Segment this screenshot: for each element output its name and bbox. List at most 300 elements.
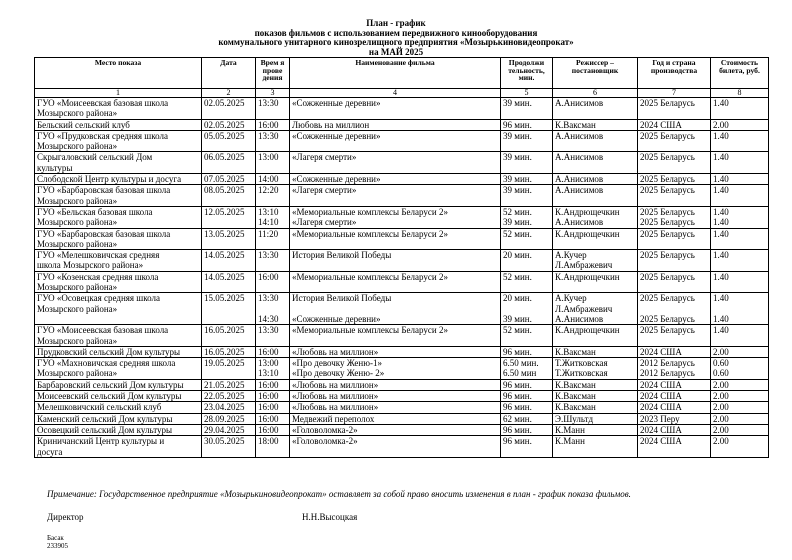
cell-price (711, 250, 769, 272)
cell-date: 12.05.2025 (202, 206, 256, 228)
cell-film (290, 436, 501, 458)
price-line: 1.40 (713, 228, 729, 239)
time-line: 16:00 (258, 402, 279, 413)
cell-director (553, 436, 638, 458)
time-line: 13:30 (258, 293, 279, 304)
director-line: Т.Житковская (555, 358, 608, 369)
place-line: ГУО «Осовецкая средняя школа (37, 293, 161, 304)
cell-time (256, 379, 290, 390)
film-line: «Про девочку Женю-1» (292, 358, 382, 369)
cell-film (290, 391, 501, 402)
cell-year (638, 271, 711, 293)
cell-film (290, 293, 501, 325)
schedule-table (34, 57, 769, 458)
cell-date: 16.05.2025 (202, 346, 256, 357)
film-line: Медвежий переполох (292, 413, 375, 424)
film-line: «Любовь на миллион» (292, 346, 379, 357)
cell-price (711, 346, 769, 357)
cell-time (256, 174, 290, 185)
time-line: 14:10 (258, 217, 279, 228)
column-number: 1 (35, 89, 202, 98)
author-name: Басак (47, 534, 64, 542)
table-row (35, 424, 769, 435)
cell-duration (501, 271, 553, 293)
column-header: Режиссер – постановщик (553, 58, 638, 89)
price-line: 1.40 (713, 217, 729, 228)
table-row (35, 152, 769, 174)
cell-director (553, 130, 638, 152)
cell-date: 29.04.2025 (202, 424, 256, 435)
cell-director (553, 271, 638, 293)
cell-duration (501, 436, 553, 458)
time-line: 12:20 (258, 185, 279, 196)
footnote: Примечание: Государственное предприятие «Мозырькиновидеопрокат» оставляет за собой право вносить изменения в план - график показа фильмов. (47, 489, 631, 499)
director-line: А.Анисимов (555, 313, 604, 324)
place-line: ГУО «Бельская базовая школа (37, 206, 153, 217)
cell-film (290, 228, 501, 250)
cell-year (638, 250, 711, 272)
column-header: Врем я прове дения (256, 58, 290, 89)
cell-year (638, 346, 711, 357)
time-line (258, 304, 287, 314)
cell-film (290, 152, 501, 174)
film-line: «Любовь на миллион» (292, 379, 379, 390)
time-line: 13:30 (258, 250, 279, 261)
place-line: ГУО «Моисеевская базовая школа (37, 98, 169, 108)
film-line: «Мемориальные комплексы Беларуси 2» (292, 228, 448, 239)
year-line (640, 304, 708, 314)
film-line: «Мемориальные комплексы Беларуси 2» (292, 206, 448, 217)
duration-line: 52 мин. (503, 271, 532, 282)
director-line: К.Ваксман (555, 346, 596, 357)
cell-price (711, 119, 769, 130)
document-header (0, 19, 792, 57)
header-month: на МАЙ 2025 (368, 46, 424, 57)
place-line: ГУО «Моисеевская базовая школа (37, 325, 169, 336)
column-header: Место показа (35, 58, 202, 89)
price-line: 1.40 (713, 130, 729, 141)
place-line: Мозырского района» (37, 238, 118, 249)
cell-time (256, 98, 290, 120)
cell-price (711, 424, 769, 435)
table-row (35, 413, 769, 424)
place-line: Мелешковичский сельский клуб (37, 402, 162, 413)
cell-time (256, 152, 290, 174)
director-line: К.Ваксман (555, 379, 596, 390)
year-line: 2025 Беларусь (640, 313, 695, 324)
cell-film (290, 379, 501, 390)
price-line: 0.60 (713, 368, 729, 379)
cell-date: 21.05.2025 (202, 379, 256, 390)
cell-date: 22.05.2025 (202, 391, 256, 402)
price-line: 1.40 (713, 98, 729, 108)
table-row (35, 346, 769, 357)
table-row (35, 379, 769, 390)
cell-place (35, 293, 202, 325)
film-line: «Лагеря смерти» (292, 185, 357, 196)
cell-duration (501, 293, 553, 325)
cell-duration (501, 119, 553, 130)
cell-price (711, 206, 769, 228)
director-line: К.Ваксман (555, 119, 596, 130)
cell-duration (501, 325, 553, 347)
duration-line: 39 мин. (503, 98, 532, 108)
duration-line: 52 мин. (503, 206, 532, 217)
duration-line: 20 мин. (503, 293, 532, 304)
film-line: «Сожженные деревни» (292, 174, 381, 185)
table-row (35, 228, 769, 250)
duration-line: 39 мин. (503, 313, 532, 324)
price-line: 1.40 (713, 174, 729, 185)
time-line: 13:10 (258, 368, 279, 379)
year-line: 2024 США (640, 379, 682, 390)
film-line: «Головоломка-2» (292, 436, 358, 447)
cell-time (256, 250, 290, 272)
director-line: К.Андрющечкин (555, 228, 620, 239)
director-line: К.Андрющечкин (555, 206, 620, 217)
cell-year (638, 402, 711, 413)
cell-film (290, 250, 501, 272)
header-subtitle-2: коммунального унитарного кинозрелищного предприятия «Мозырькиновидеопрокат» (218, 37, 574, 48)
table-row (35, 119, 769, 130)
cell-date: 28.09.2025 (202, 413, 256, 424)
cell-year (638, 325, 711, 347)
cell-director (553, 250, 638, 272)
place-line: Слободской Центр культуры и досуга (37, 174, 182, 185)
year-line: 2012 Беларусь (640, 368, 695, 379)
table-row (35, 130, 769, 152)
place-line: ГУО «Барбаровская базовая школа (37, 228, 171, 239)
cell-date: 07.05.2025 (202, 174, 256, 185)
director-line: К.Андрющечкин (555, 271, 620, 282)
cell-director (553, 206, 638, 228)
price-line: 0.60 (713, 358, 729, 369)
cell-year (638, 174, 711, 185)
column-number: 6 (553, 89, 638, 98)
year-line: 2025 Беларусь (640, 206, 695, 217)
film-line: «Лагеря смерти» (292, 217, 357, 228)
cell-year (638, 228, 711, 250)
cell-place (35, 130, 202, 152)
film-line: «Сожженные деревни» (292, 98, 381, 108)
director-line: К.Андрющечкин (555, 325, 620, 336)
film-line: История Великой Победы (292, 293, 392, 304)
place-line: Скрыгаловский сельский Дом (37, 152, 153, 163)
director-line: А.Анисимов (555, 98, 604, 108)
cell-place (35, 185, 202, 207)
place-line: ГУО «Барбаровская базовая школа (37, 185, 171, 196)
cell-place (35, 271, 202, 293)
cell-duration (501, 152, 553, 174)
cell-film (290, 98, 501, 120)
price-line: 1.40 (713, 206, 729, 217)
table-row (35, 98, 769, 120)
price-line: 1.40 (713, 185, 729, 196)
director-line: К.Ваксман (555, 402, 596, 413)
cell-date: 23.04.2025 (202, 402, 256, 413)
year-line: 2024 США (640, 436, 682, 447)
cell-director (553, 228, 638, 250)
cell-place (35, 346, 202, 357)
cell-duration (501, 402, 553, 413)
place-line: досуга (37, 446, 63, 457)
time-line: 13:30 (258, 325, 279, 336)
place-line: Барбаровский сельский Дом культуры (37, 379, 184, 390)
director-line: А.Кучер (555, 293, 587, 304)
duration-line: 39 мин. (503, 152, 532, 163)
place-line: Мозырского района» (37, 368, 118, 379)
film-line: «Любовь на миллион» (292, 391, 379, 402)
duration-line: 39 мин. (503, 217, 532, 228)
cell-place (35, 98, 202, 120)
place-line: Мозырского района» (37, 217, 118, 228)
year-line: 2025 Беларусь (640, 174, 695, 185)
cell-year (638, 424, 711, 435)
cell-place (35, 424, 202, 435)
year-line: 2025 Беларусь (640, 130, 695, 141)
cell-duration (501, 358, 553, 380)
year-line: 2023 Перу (640, 413, 680, 424)
cell-date: 30.05.2025 (202, 436, 256, 458)
table-row (35, 293, 769, 325)
time-line: 13:00 (258, 358, 279, 369)
year-line: 2024 США (640, 424, 682, 435)
cell-year (638, 185, 711, 207)
author-phone: 233905 (47, 542, 68, 550)
film-line: «Про девочку Женю- 2» (292, 368, 385, 379)
cell-film (290, 119, 501, 130)
place-line: ГУО «Козенская средняя школа (37, 271, 159, 282)
director-line: Т.Житковская (555, 368, 608, 379)
cell-place (35, 228, 202, 250)
cell-year (638, 391, 711, 402)
cell-date: 19.05.2025 (202, 358, 256, 380)
price-line: 2.00 (713, 424, 729, 435)
director-line: Э.Шультд (555, 413, 594, 424)
cell-time (256, 293, 290, 325)
director-line: А.Анисимов (555, 130, 604, 141)
cell-date: 02.05.2025 (202, 98, 256, 120)
time-line: 16:00 (258, 413, 279, 424)
header-title: План - график (366, 18, 426, 28)
cell-date: 13.05.2025 (202, 228, 256, 250)
table-row (35, 391, 769, 402)
column-header: Стоимость билета, руб. (711, 58, 769, 89)
cell-film (290, 325, 501, 347)
duration-line: 62 мин. (503, 413, 532, 424)
table-row (35, 185, 769, 207)
duration-line: 96 мин. (503, 119, 532, 130)
column-header: Дата (202, 58, 256, 89)
column-number: 4 (290, 89, 501, 98)
director-line: Л.Амбражевич (555, 260, 613, 271)
cell-time (256, 413, 290, 424)
place-line: Криничанский Центр культуры и (37, 436, 165, 447)
cell-price (711, 402, 769, 413)
cell-place (35, 413, 202, 424)
cell-duration (501, 379, 553, 390)
film-line: Любовь на миллион (292, 119, 370, 130)
duration-line: 96 мин. (503, 402, 532, 413)
cell-date: 16.05.2025 (202, 325, 256, 347)
place-line: культуры (37, 162, 73, 173)
cell-film (290, 413, 501, 424)
director-name: Н.Н.Высоцкая (302, 512, 358, 522)
duration-line: 96 мин. (503, 436, 532, 447)
time-line: 13:30 (258, 130, 279, 141)
director-title: Директор (47, 512, 84, 522)
price-line: 1.40 (713, 152, 729, 163)
cell-time (256, 402, 290, 413)
cell-duration (501, 130, 553, 152)
place-line: Осовецкий сельский Дом культуры (37, 424, 173, 435)
film-line (292, 304, 498, 314)
column-header: Продолжи тельность, мин. (501, 58, 553, 89)
cell-year (638, 98, 711, 120)
director-line: К.Ваксман (555, 391, 596, 402)
year-line: 2025 Беларусь (640, 217, 695, 228)
cell-director (553, 98, 638, 120)
cell-place (35, 152, 202, 174)
cell-time (256, 358, 290, 380)
cell-place (35, 174, 202, 185)
cell-duration (501, 391, 553, 402)
time-line: 16:00 (258, 271, 279, 282)
director-line: Л.Амбражевич (555, 303, 613, 314)
time-line: 18:00 (258, 436, 279, 447)
table-row (35, 271, 769, 293)
year-line: 2025 Беларусь (640, 152, 695, 163)
cell-price (711, 130, 769, 152)
place-line: Мозырского района» (37, 195, 118, 206)
year-line: 2024 США (640, 391, 682, 402)
year-line: 2024 США (640, 402, 682, 413)
cell-place (35, 206, 202, 228)
cell-date: 14.05.2025 (202, 250, 256, 272)
cell-time (256, 424, 290, 435)
author-block (47, 534, 68, 550)
duration-line: 96 мин. (503, 424, 532, 435)
column-number-row (35, 89, 769, 98)
cell-year (638, 379, 711, 390)
cell-director (553, 379, 638, 390)
cell-duration (501, 250, 553, 272)
cell-date: 15.05.2025 (202, 293, 256, 325)
year-line: 2025 Беларусь (640, 228, 695, 239)
table-row (35, 436, 769, 458)
cell-date: 06.05.2025 (202, 152, 256, 174)
cell-price (711, 358, 769, 380)
price-line: 2.00 (713, 379, 729, 390)
cell-date: 08.05.2025 (202, 185, 256, 207)
time-line: 14:30 (258, 313, 279, 324)
place-line: Мозырского района» (37, 108, 118, 119)
table-row (35, 402, 769, 413)
duration-line: 52 мин. (503, 228, 532, 239)
film-line: «Сожженные деревни» (292, 313, 381, 324)
place-line: Мозырского района» (37, 282, 118, 293)
price-line: 2.00 (713, 413, 729, 424)
film-line: «Сожженные деревни» (292, 130, 381, 141)
time-line: 16:00 (258, 391, 279, 402)
director-line: А.Анисимов (555, 152, 604, 163)
place-line: ГУО «Мелешковичская средняя (37, 250, 160, 261)
cell-director (553, 174, 638, 185)
cell-film (290, 271, 501, 293)
price-line (713, 304, 766, 314)
time-line: 14:00 (258, 174, 279, 185)
time-line: 13:00 (258, 152, 279, 163)
price-line: 2.00 (713, 346, 729, 357)
cell-price (711, 413, 769, 424)
place-line: школа Мозырского района» (37, 260, 144, 271)
cell-date: 05.05.2025 (202, 130, 256, 152)
place-line: ГУО «Прудковская средняя школа (37, 130, 169, 141)
cell-year (638, 293, 711, 325)
cell-director (553, 391, 638, 402)
cell-price (711, 228, 769, 250)
director-line: А.Кучер (555, 250, 587, 261)
cell-year (638, 119, 711, 130)
place-line: Бельский сельский клуб (37, 119, 130, 130)
duration-line: 6.50 мин. (503, 358, 539, 369)
cell-price (711, 325, 769, 347)
year-line: 2025 Беларусь (640, 185, 695, 196)
cell-price (711, 436, 769, 458)
cell-time (256, 119, 290, 130)
film-line: «Мемориальные комплексы Беларуси 2» (292, 271, 448, 282)
price-line: 1.40 (713, 250, 729, 261)
column-number: 2 (202, 89, 256, 98)
place-line: Мозырского района» (37, 303, 118, 314)
place-line: Каменский сельский Дом культуры (37, 413, 173, 424)
duration-line: 96 мин. (503, 346, 532, 357)
price-line: 2.00 (713, 402, 729, 413)
time-line: 11:20 (258, 228, 279, 239)
cell-year (638, 206, 711, 228)
cell-duration (501, 424, 553, 435)
duration-line: 96 мин. (503, 379, 532, 390)
cell-director (553, 358, 638, 380)
cell-time (256, 228, 290, 250)
column-number: 5 (501, 89, 553, 98)
cell-time (256, 325, 290, 347)
place-line: Прудковский сельский Дом культуры (37, 346, 181, 357)
duration-line (503, 304, 550, 314)
cell-director (553, 424, 638, 435)
cell-director (553, 185, 638, 207)
film-line: «Головоломка-2» (292, 424, 358, 435)
duration-line: 39 мин. (503, 174, 532, 185)
cell-director (553, 119, 638, 130)
cell-duration (501, 413, 553, 424)
cell-place (35, 119, 202, 130)
film-line: История Великой Победы (292, 250, 392, 261)
price-line: 2.00 (713, 436, 729, 447)
director-line: К.Манн (555, 424, 585, 435)
table-row (35, 174, 769, 185)
price-line: 2.00 (713, 391, 729, 402)
cell-place (35, 391, 202, 402)
price-line: 2.00 (713, 119, 729, 130)
cell-date: 02.05.2025 (202, 119, 256, 130)
cell-film (290, 174, 501, 185)
cell-year (638, 436, 711, 458)
film-line: «Любовь на миллион» (292, 402, 379, 413)
column-header: Год и страна производства (638, 58, 711, 89)
year-line: 2024 США (640, 346, 682, 357)
column-header: Наименование фильма (290, 58, 501, 89)
